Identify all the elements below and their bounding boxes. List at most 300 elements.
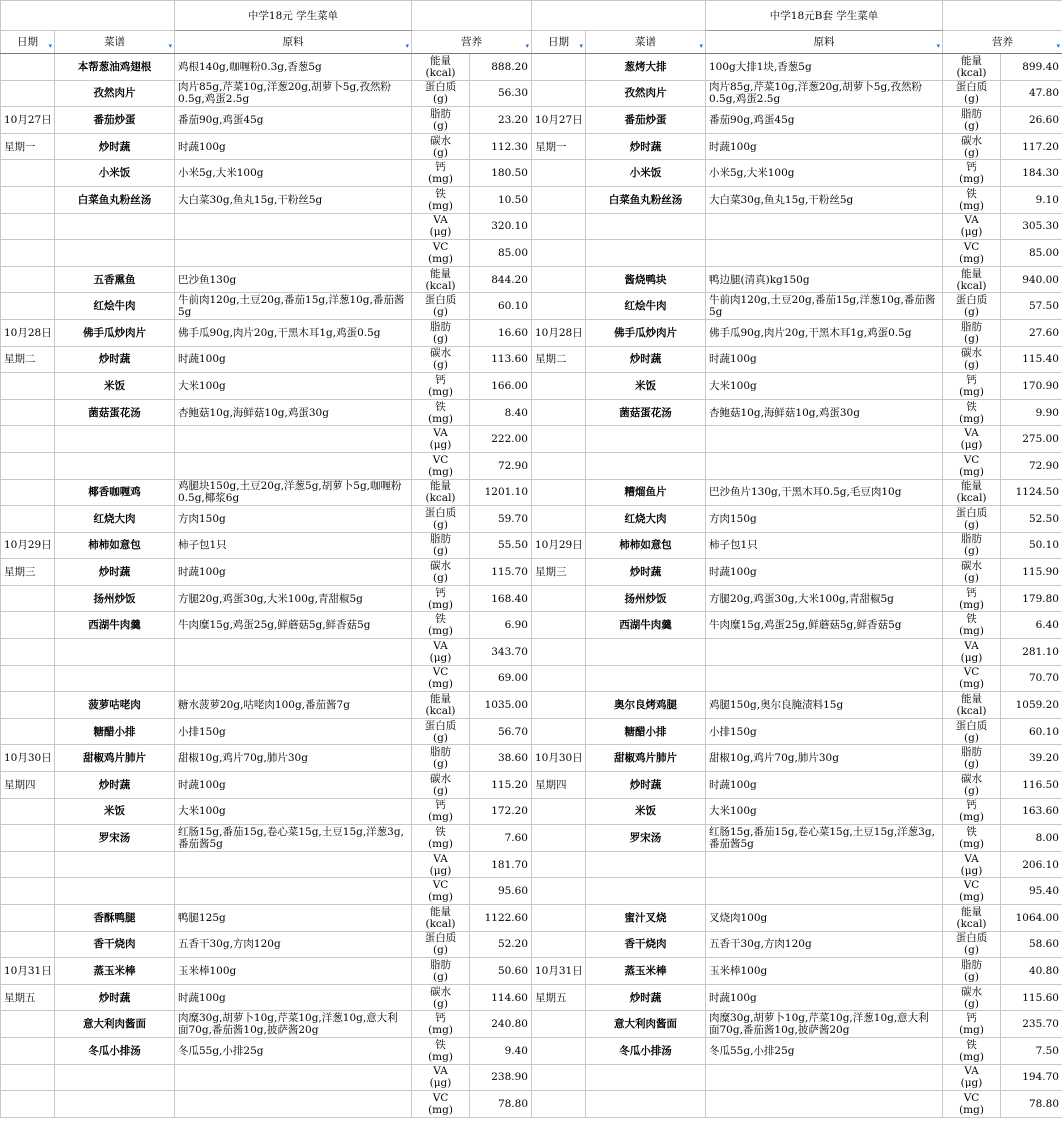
nutrient-name: 碳水 bbox=[430, 134, 451, 147]
nutrient-name: 蛋白质 bbox=[955, 506, 988, 519]
nutrient-unit: (kcal) bbox=[956, 279, 987, 292]
dish-ingredients: 柿子包1只 bbox=[706, 532, 943, 559]
nutrient-label bbox=[412, 958, 470, 985]
nutrient-value: 85.00 bbox=[1001, 240, 1062, 267]
empty-cell bbox=[586, 452, 706, 479]
empty-cell bbox=[175, 240, 412, 267]
nutrient-label bbox=[943, 373, 1001, 400]
table-row bbox=[532, 426, 1062, 453]
dish-name: 米饭 bbox=[55, 798, 175, 825]
empty-cell bbox=[55, 851, 175, 878]
nutrient-unit: (g) bbox=[964, 359, 979, 372]
nutrient-name: 钙 bbox=[966, 799, 977, 812]
nutrient-value: 6.40 bbox=[1001, 612, 1062, 639]
dish-ingredients: 柿子包1只 bbox=[175, 532, 412, 559]
menu-title: 中学18元B套 学生菜单 bbox=[706, 1, 943, 31]
date-cell bbox=[532, 878, 586, 905]
nutrient-unit: (mg) bbox=[959, 625, 984, 638]
nutrient-value: 23.20 bbox=[470, 107, 532, 134]
date-cell bbox=[532, 186, 586, 213]
nutrient-name: 蛋白质 bbox=[424, 932, 457, 945]
filter-dropdown-icon[interactable]: ▾ bbox=[579, 42, 583, 50]
nutrient-label bbox=[412, 506, 470, 533]
table-row bbox=[1, 426, 532, 453]
date-cell bbox=[532, 905, 586, 932]
nutrient-unit: (mg) bbox=[959, 173, 984, 186]
dish-name: 奥尔良烤鸡腿 bbox=[586, 692, 706, 719]
filter-dropdown-icon[interactable]: ▾ bbox=[168, 42, 172, 50]
nutrient-name: 铁 bbox=[435, 400, 446, 413]
nutrient-label bbox=[943, 984, 1001, 1011]
table-row bbox=[532, 984, 1062, 1011]
nutrient-unit: (mg) bbox=[959, 412, 984, 425]
nutrient-value: 95.40 bbox=[1001, 878, 1062, 905]
dish-name: 菌菇蛋花汤 bbox=[55, 399, 175, 426]
menu-table-b bbox=[531, 0, 1062, 1118]
nutrient-name: 铁 bbox=[966, 187, 977, 200]
nutrient-value: 238.90 bbox=[470, 1064, 532, 1091]
filter-dropdown-icon[interactable]: ▾ bbox=[699, 42, 703, 50]
dish-ingredients: 鸭腿125g bbox=[175, 905, 412, 932]
date-cell bbox=[1, 931, 55, 958]
header-dish[interactable] bbox=[586, 31, 706, 54]
table-row bbox=[532, 80, 1062, 107]
nutrient-value: 940.00 bbox=[1001, 266, 1062, 293]
nutrient-label bbox=[943, 798, 1001, 825]
dish-ingredients: 巴沙鱼130g bbox=[175, 266, 412, 293]
nutrient-name: 能量 bbox=[430, 480, 451, 493]
nutrient-unit: (mg) bbox=[428, 465, 453, 478]
nutrient-name: 钙 bbox=[966, 1012, 977, 1025]
nutrient-unit: (mg) bbox=[428, 252, 453, 265]
nutrient-name: 碳水 bbox=[430, 347, 451, 360]
nutrient-value: 95.60 bbox=[470, 878, 532, 905]
nutrient-value: 40.80 bbox=[1001, 958, 1062, 985]
nutrient-unit: (kcal) bbox=[425, 492, 456, 505]
dish-name: 孜然肉片 bbox=[55, 80, 175, 107]
nutrient-unit: (g) bbox=[433, 93, 448, 106]
header-date[interactable] bbox=[1, 31, 55, 54]
weekday-label: 星期四 bbox=[1, 772, 55, 799]
table-row bbox=[532, 479, 1062, 506]
title-spacer bbox=[412, 1, 532, 31]
table-row bbox=[1, 319, 532, 346]
dish-ingredients: 鸭边腿(清真)kg150g bbox=[706, 266, 943, 293]
dish-name: 炒时蔬 bbox=[586, 984, 706, 1011]
nutrient-value: 343.70 bbox=[470, 639, 532, 666]
nutrient-name: 铁 bbox=[435, 826, 446, 839]
date-cell bbox=[1, 54, 55, 81]
nutrient-label bbox=[943, 160, 1001, 187]
filter-dropdown-icon[interactable]: ▾ bbox=[1056, 42, 1060, 50]
nutrient-name: 碳水 bbox=[430, 560, 451, 573]
nutrient-unit: (kcal) bbox=[425, 705, 456, 718]
nutrient-name: 蛋白质 bbox=[955, 932, 988, 945]
date-cell bbox=[532, 665, 586, 692]
table-row bbox=[1, 905, 532, 932]
nutrient-label bbox=[943, 825, 1001, 852]
dish-ingredients: 鸡腿150g,奥尔良腌渍料15g bbox=[706, 692, 943, 719]
dish-name: 炒时蔬 bbox=[55, 346, 175, 373]
table-row bbox=[1, 373, 532, 400]
nutrient-unit: (g) bbox=[964, 572, 979, 585]
nutrient-unit: (g) bbox=[433, 306, 448, 319]
weekday-label: 星期五 bbox=[532, 984, 586, 1011]
nutrient-value: 39.20 bbox=[1001, 745, 1062, 772]
table-row bbox=[1, 107, 532, 134]
header-ingredients[interactable] bbox=[706, 31, 943, 54]
empty-cell bbox=[706, 1064, 943, 1091]
nutrient-value: 8.40 bbox=[470, 399, 532, 426]
nutrient-name: 铁 bbox=[966, 1038, 977, 1051]
nutrient-label bbox=[943, 745, 1001, 772]
nutrient-unit: (g) bbox=[964, 332, 979, 345]
header-nutrition[interactable] bbox=[412, 31, 532, 54]
nutrient-value: 1059.20 bbox=[1001, 692, 1062, 719]
table-row bbox=[1, 931, 532, 958]
nutrient-label bbox=[943, 452, 1001, 479]
nutrient-unit: (mg) bbox=[959, 252, 984, 265]
nutrient-label bbox=[412, 1037, 470, 1064]
nutrient-label bbox=[943, 905, 1001, 932]
date-cell bbox=[1, 851, 55, 878]
dish-name: 米饭 bbox=[586, 798, 706, 825]
date-cell bbox=[1, 585, 55, 612]
date-cell bbox=[532, 851, 586, 878]
filter-dropdown-icon[interactable]: ▾ bbox=[936, 42, 940, 50]
dish-ingredients: 巴沙鱼片130g,干黑木耳0.5g,毛豆肉10g bbox=[706, 479, 943, 506]
table-row bbox=[532, 240, 1062, 267]
nutrient-unit: (g) bbox=[433, 758, 448, 771]
nutrient-label bbox=[943, 772, 1001, 799]
nutrient-value: 114.60 bbox=[470, 984, 532, 1011]
table-row bbox=[1, 665, 532, 692]
dish-name: 意大利肉酱面 bbox=[55, 1011, 175, 1038]
dish-ingredients: 五香干30g,方肉120g bbox=[175, 931, 412, 958]
nutrient-value: 69.00 bbox=[470, 665, 532, 692]
dish-name: 柿柿如意包 bbox=[586, 532, 706, 559]
table-row bbox=[532, 612, 1062, 639]
nutrient-name: 能量 bbox=[430, 905, 451, 918]
nutrient-value: 16.60 bbox=[470, 319, 532, 346]
date-cell bbox=[1, 825, 55, 852]
empty-cell bbox=[706, 213, 943, 240]
dish-ingredients: 佛手瓜90g,肉片20g,干黑木耳1g,鸡蛋0.5g bbox=[706, 319, 943, 346]
nutrient-name: 能量 bbox=[961, 693, 982, 706]
dish-name: 炒时蔬 bbox=[55, 133, 175, 160]
nutrient-value: 6.90 bbox=[470, 612, 532, 639]
table-row bbox=[1, 213, 532, 240]
empty-cell bbox=[55, 665, 175, 692]
dish-name: 冬瓜小排汤 bbox=[55, 1037, 175, 1064]
nutrient-value: 113.60 bbox=[470, 346, 532, 373]
nutrient-label bbox=[412, 585, 470, 612]
nutrient-name: 碳水 bbox=[961, 985, 982, 998]
date-label: 10月30日 bbox=[1, 745, 55, 772]
table-row bbox=[1, 80, 532, 107]
nutrient-label bbox=[943, 506, 1001, 533]
nutrient-label bbox=[943, 133, 1001, 160]
nutrient-unit: (mg) bbox=[959, 598, 984, 611]
empty-cell bbox=[55, 1091, 175, 1118]
nutrient-unit: (kcal) bbox=[425, 917, 456, 930]
empty-cell bbox=[175, 1091, 412, 1118]
nutrient-value: 117.20 bbox=[1001, 133, 1062, 160]
table-row bbox=[532, 585, 1062, 612]
nutrient-unit: (μg) bbox=[429, 651, 452, 664]
nutrient-unit: (mg) bbox=[959, 678, 984, 691]
nutrient-label bbox=[943, 240, 1001, 267]
dish-ingredients: 番茄90g,鸡蛋45g bbox=[175, 107, 412, 134]
nutrient-value: 9.10 bbox=[1001, 186, 1062, 213]
dish-name: 扬州炒饭 bbox=[55, 585, 175, 612]
table-row bbox=[532, 718, 1062, 745]
nutrient-name: 脂肪 bbox=[430, 533, 451, 546]
title-spacer bbox=[943, 1, 1062, 31]
table-row bbox=[532, 506, 1062, 533]
table-row bbox=[1, 346, 532, 373]
header-ingredients[interactable] bbox=[175, 31, 412, 54]
table-row bbox=[1, 825, 532, 852]
nutrient-unit: (kcal) bbox=[956, 66, 987, 79]
nutrient-label bbox=[943, 426, 1001, 453]
empty-cell bbox=[586, 1064, 706, 1091]
nutrient-value: 194.70 bbox=[1001, 1064, 1062, 1091]
nutrient-unit: (mg) bbox=[959, 1103, 984, 1116]
dish-name: 炒时蔬 bbox=[55, 559, 175, 586]
header-nutrition-label: 营养 bbox=[992, 36, 1013, 48]
nutrient-unit: (g) bbox=[433, 146, 448, 159]
nutrient-label bbox=[412, 1064, 470, 1091]
nutrient-value: 1122.60 bbox=[470, 905, 532, 932]
table-row bbox=[532, 319, 1062, 346]
date-cell bbox=[1, 1011, 55, 1038]
date-label: 10月29日 bbox=[532, 532, 586, 559]
empty-cell bbox=[706, 665, 943, 692]
nutrient-name: VA bbox=[433, 214, 448, 227]
table-row bbox=[1, 745, 532, 772]
nutrient-value: 58.60 bbox=[1001, 931, 1062, 958]
nutrient-label bbox=[412, 452, 470, 479]
filter-dropdown-icon[interactable]: ▾ bbox=[525, 42, 529, 50]
table-row bbox=[1, 186, 532, 213]
empty-cell bbox=[586, 426, 706, 453]
nutrient-unit: (mg) bbox=[428, 412, 453, 425]
nutrient-label bbox=[412, 80, 470, 107]
table-row bbox=[532, 452, 1062, 479]
nutrient-name: 脂肪 bbox=[430, 320, 451, 333]
dish-ingredients: 时蔬100g bbox=[706, 559, 943, 586]
header-date-label: 日期 bbox=[548, 36, 569, 48]
table-row bbox=[532, 931, 1062, 958]
nutrient-name: VA bbox=[433, 1065, 448, 1078]
dish-ingredients: 肉糜30g,胡萝卜10g,芹菜10g,洋葱10g,意大利面70g,番茄酱10g,披萨酱20g bbox=[706, 1011, 943, 1038]
nutrient-unit: (mg) bbox=[428, 1103, 453, 1116]
table-row bbox=[1, 532, 532, 559]
dish-ingredients: 甜椒10g,鸡片70g,肺片30g bbox=[175, 745, 412, 772]
empty-cell bbox=[586, 213, 706, 240]
dish-ingredients: 鸡腿块150g,土豆20g,洋葱5g,胡萝卜5g,咖喱粉0.5g,椰浆6g bbox=[175, 479, 412, 506]
date-cell bbox=[532, 293, 586, 320]
nutrient-value: 7.60 bbox=[470, 825, 532, 852]
nutrient-value: 1035.00 bbox=[470, 692, 532, 719]
dish-name: 蒸玉米棒 bbox=[55, 958, 175, 985]
date-cell bbox=[1, 506, 55, 533]
nutrient-label bbox=[943, 186, 1001, 213]
date-cell bbox=[532, 160, 586, 187]
nutrient-unit: (g) bbox=[433, 359, 448, 372]
date-label: 10月27日 bbox=[1, 107, 55, 134]
nutrient-name: VA bbox=[964, 427, 979, 440]
nutrient-name: 蛋白质 bbox=[424, 719, 457, 732]
menu-table-a bbox=[0, 0, 532, 1118]
dish-ingredients: 玉米棒100g bbox=[706, 958, 943, 985]
nutrient-value: 78.80 bbox=[470, 1091, 532, 1118]
nutrient-name: 能量 bbox=[961, 54, 982, 67]
date-cell bbox=[532, 639, 586, 666]
nutrient-name: VA bbox=[433, 639, 448, 652]
nutrient-value: 240.80 bbox=[470, 1011, 532, 1038]
header-date-label: 日期 bbox=[17, 36, 38, 48]
nutrient-label bbox=[412, 399, 470, 426]
nutrient-unit: (μg) bbox=[960, 651, 983, 664]
dish-name: 炒时蔬 bbox=[586, 559, 706, 586]
header-ingredients-label: 原料 bbox=[282, 36, 304, 48]
dish-ingredients: 番茄90g,鸡蛋45g bbox=[706, 107, 943, 134]
nutrient-unit: (g) bbox=[964, 146, 979, 159]
date-cell bbox=[1, 479, 55, 506]
nutrient-name: 钙 bbox=[435, 1012, 446, 1025]
header-dish-label: 菜谱 bbox=[635, 36, 656, 48]
nutrient-name: 脂肪 bbox=[961, 533, 982, 546]
table-row bbox=[1, 1064, 532, 1091]
nutrient-name: VC bbox=[963, 666, 980, 679]
dish-name: 白菜鱼丸粉丝汤 bbox=[586, 186, 706, 213]
date-cell bbox=[532, 54, 586, 81]
dish-ingredients: 糖水菠萝20g,咕咾肉100g,番茄酱7g bbox=[175, 692, 412, 719]
nutrient-unit: (g) bbox=[433, 944, 448, 957]
date-cell bbox=[1, 426, 55, 453]
table-row bbox=[532, 213, 1062, 240]
nutrient-name: 蛋白质 bbox=[955, 719, 988, 732]
dish-name: 香酥鸭腿 bbox=[55, 905, 175, 932]
nutrient-label bbox=[412, 240, 470, 267]
nutrient-unit: (g) bbox=[433, 784, 448, 797]
empty-cell bbox=[586, 878, 706, 905]
date-cell bbox=[1, 878, 55, 905]
empty-cell bbox=[55, 639, 175, 666]
date-label: 10月28日 bbox=[1, 319, 55, 346]
nutrient-name: 碳水 bbox=[961, 347, 982, 360]
dish-ingredients: 肉片85g,芹菜10g,洋葱20g,胡萝卜5g,孜然粉0.5g,鸡蛋2.5g bbox=[175, 80, 412, 107]
date-cell bbox=[532, 1011, 586, 1038]
nutrient-name: 蛋白质 bbox=[424, 81, 457, 94]
date-label: 10月31日 bbox=[1, 958, 55, 985]
nutrient-name: 碳水 bbox=[961, 134, 982, 147]
nutrient-unit: (mg) bbox=[428, 199, 453, 212]
nutrient-value: 9.40 bbox=[470, 1037, 532, 1064]
date-cell bbox=[532, 479, 586, 506]
empty-cell bbox=[706, 240, 943, 267]
header-row bbox=[1, 31, 532, 54]
table-row bbox=[532, 692, 1062, 719]
filter-dropdown-icon[interactable]: ▾ bbox=[405, 42, 409, 50]
nutrient-label bbox=[943, 665, 1001, 692]
nutrient-value: 275.00 bbox=[1001, 426, 1062, 453]
nutrient-unit: (μg) bbox=[429, 439, 452, 452]
nutrient-value: 57.50 bbox=[1001, 293, 1062, 320]
filter-dropdown-icon[interactable]: ▾ bbox=[48, 42, 52, 50]
nutrient-name: 碳水 bbox=[430, 772, 451, 785]
table-row bbox=[1, 798, 532, 825]
date-cell bbox=[532, 798, 586, 825]
dish-name: 香干烧肉 bbox=[55, 931, 175, 958]
header-nutrition[interactable] bbox=[943, 31, 1062, 54]
table-row bbox=[1, 1091, 532, 1118]
dish-name: 香干烧肉 bbox=[586, 931, 706, 958]
nutrient-value: 26.60 bbox=[1001, 107, 1062, 134]
nutrient-label bbox=[943, 399, 1001, 426]
nutrient-value: 10.50 bbox=[470, 186, 532, 213]
nutrient-label bbox=[412, 851, 470, 878]
nutrient-unit: (g) bbox=[964, 731, 979, 744]
dish-ingredients: 大米100g bbox=[175, 798, 412, 825]
table-row bbox=[532, 851, 1062, 878]
empty-cell bbox=[586, 665, 706, 692]
dish-name: 糖醋小排 bbox=[55, 718, 175, 745]
dish-name: 糟熘鱼片 bbox=[586, 479, 706, 506]
nutrient-value: 72.90 bbox=[470, 452, 532, 479]
dish-name: 红烩牛肉 bbox=[55, 293, 175, 320]
nutrient-value: 115.70 bbox=[470, 559, 532, 586]
dish-name: 菌菇蛋花汤 bbox=[586, 399, 706, 426]
dish-name: 酱烧鸭块 bbox=[586, 266, 706, 293]
table-row bbox=[532, 399, 1062, 426]
dish-name: 甜椒鸡片肺片 bbox=[586, 745, 706, 772]
nutrient-unit: (mg) bbox=[428, 811, 453, 824]
empty-cell bbox=[706, 878, 943, 905]
nutrient-unit: (g) bbox=[433, 545, 448, 558]
dish-name: 蒸玉米棒 bbox=[586, 958, 706, 985]
nutrient-name: 脂肪 bbox=[961, 746, 982, 759]
nutrient-name: 能量 bbox=[961, 905, 982, 918]
header-dish[interactable] bbox=[55, 31, 175, 54]
dish-name: 甜椒鸡片肺片 bbox=[55, 745, 175, 772]
menu-title: 中学18元 学生菜单 bbox=[175, 1, 412, 31]
nutrient-value: 166.00 bbox=[470, 373, 532, 400]
dish-name: 炒时蔬 bbox=[586, 772, 706, 799]
dish-name: 红烧大肉 bbox=[586, 506, 706, 533]
nutrient-name: 碳水 bbox=[961, 772, 982, 785]
nutrient-value: 179.80 bbox=[1001, 585, 1062, 612]
dish-name: 米饭 bbox=[55, 373, 175, 400]
title-spacer bbox=[532, 1, 706, 31]
nutrient-unit: (g) bbox=[964, 944, 979, 957]
date-cell bbox=[1, 718, 55, 745]
nutrient-unit: (μg) bbox=[960, 864, 983, 877]
header-date[interactable] bbox=[532, 31, 586, 54]
dish-ingredients: 五香干30g,方肉120g bbox=[706, 931, 943, 958]
table-row bbox=[532, 1011, 1062, 1038]
nutrient-unit: (g) bbox=[964, 306, 979, 319]
nutrient-name: 铁 bbox=[435, 613, 446, 626]
empty-cell bbox=[175, 452, 412, 479]
date-cell bbox=[1, 1064, 55, 1091]
dish-name: 本帮葱油鸡翅根 bbox=[55, 54, 175, 81]
dish-ingredients: 时蔬100g bbox=[175, 772, 412, 799]
dish-name: 小米饭 bbox=[55, 160, 175, 187]
nutrient-label bbox=[412, 107, 470, 134]
